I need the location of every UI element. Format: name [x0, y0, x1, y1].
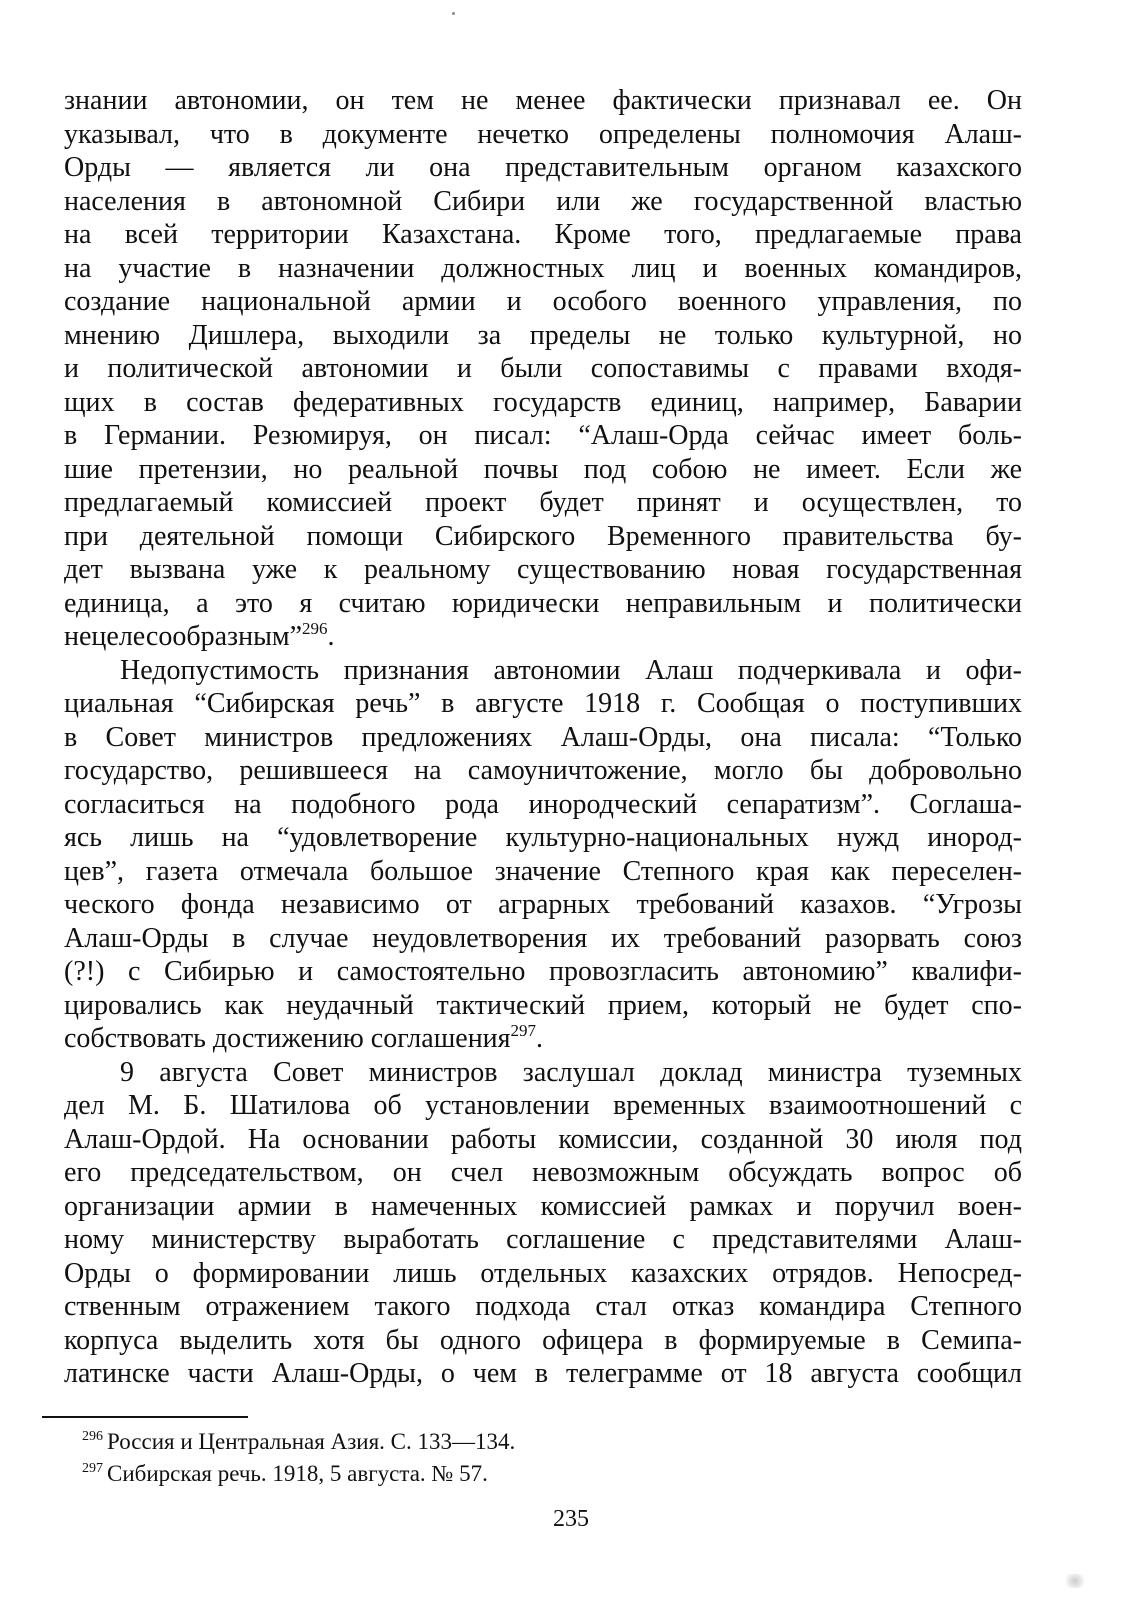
footnotes	[82, 1426, 982, 1490]
text-line	[64, 788, 1022, 822]
footnote-296	[82, 1426, 982, 1458]
line-text: населения в автономной Сибири или же государственной властью	[64, 185, 1022, 217]
line-text: щих в состав федеративных государств единиц, например, Баварии	[64, 386, 1022, 418]
line-text: предлагаемый комиссией проект будет принят и осуществлен, то	[64, 487, 1022, 518]
line-text: корпуса выделить хотя бы одного офицера в формируемые в Семипа-	[64, 1324, 1022, 1356]
line-text: создание национальной армии и особого военного управления, по	[64, 286, 1022, 317]
footnote-separator	[42, 1416, 248, 1418]
body-text	[64, 84, 1022, 1391]
text-line	[64, 1123, 1022, 1157]
text-line	[64, 419, 1022, 453]
text-line	[64, 252, 1022, 286]
page-number: 235	[553, 1506, 589, 1532]
text-line	[64, 218, 1022, 252]
scan-artifact-dot	[452, 12, 455, 15]
line-tail: .	[327, 621, 335, 652]
text-line	[64, 620, 1022, 654]
text-line	[64, 654, 1022, 688]
line-text: 9 августа Совет министров заслушал доклад министра туземных	[120, 1056, 1022, 1088]
text-line	[64, 319, 1022, 353]
text-line	[64, 1190, 1022, 1224]
line-text: и политической автономии и были сопоставимы с правами входя-	[64, 353, 1022, 384]
line-text: цировались как неудачный тактический прием, который не будет спо-	[64, 989, 1022, 1021]
footnote-number: 296	[82, 1429, 103, 1444]
text-line	[64, 721, 1022, 755]
text-line	[64, 1257, 1022, 1291]
footnote-text: Сибирская речь. 1918, 5 августа. № 57.	[107, 1461, 488, 1486]
footnote-text: Россия и Центральная Азия. С. 133—134.	[107, 1429, 516, 1454]
line-text: ственным отражением такого подхода стал отказ командира Степного	[64, 1291, 1022, 1322]
line-text: Орды — является ли она представительным органом казахского	[64, 152, 1022, 183]
line-text: циальная “Сибирская речь” в августе 1918 г. Сообщая о поступивших	[64, 688, 1022, 719]
text-line	[64, 1324, 1022, 1358]
line-text: собствовать достижению соглашения	[64, 1023, 511, 1054]
line-text: на участие в назначении должностных лиц и военных командиров,	[64, 252, 1022, 284]
footnote-297	[82, 1458, 982, 1490]
text-line	[64, 955, 1022, 989]
line-text: Алаш-Ордой. На основании работы комиссии, созданной 30 июля под	[64, 1123, 1022, 1155]
line-text: при деятельной помощи Сибирского Временного правительства бу-	[64, 520, 1022, 552]
line-text: в Германии. Резюмируя, он писал: “Алаш-Орда сейчас имеет боль-	[64, 420, 1022, 451]
line-text: (?!) с Сибирью и самостоятельно провозгласить автономию” квалифи-	[64, 956, 1022, 987]
text-line	[64, 821, 1022, 855]
text-line	[64, 520, 1022, 554]
text-line	[64, 151, 1022, 185]
text-line	[64, 1156, 1022, 1190]
text-line	[64, 84, 1022, 118]
line-text: ясь лишь на “удовлетворение культурно-национальных нужд инород-	[64, 822, 1022, 853]
footnote-number: 297	[82, 1461, 103, 1476]
text-line	[64, 1056, 1022, 1090]
text-line	[64, 118, 1022, 152]
line-text: согласиться на подобного рода инородческий сепаратизм”. Соглаша-	[64, 788, 1022, 820]
text-line	[64, 1357, 1022, 1391]
line-text: Орды о формировании лишь отдельных казахских отрядов. Непосред-	[64, 1257, 1022, 1289]
line-text: шие претензии, но реальной почвы под собою не имеет. Если же	[64, 453, 1022, 485]
text-line	[64, 185, 1022, 219]
text-line	[64, 386, 1022, 420]
text-line	[64, 754, 1022, 788]
text-line	[64, 1089, 1022, 1123]
line-text: нецелесообразным”	[64, 621, 303, 652]
line-text: ному министерству выработать соглашение с представителями Алаш-	[64, 1224, 1022, 1255]
line-text: дел М. Б. Шатилова об установлении временных взаимоотношений с	[64, 1090, 1022, 1121]
text-line	[64, 453, 1022, 487]
text-line	[64, 922, 1022, 956]
text-line	[64, 687, 1022, 721]
text-line	[64, 285, 1022, 319]
text-line	[64, 1022, 1022, 1056]
line-text: знании автономии, он тем не менее фактически признавал ее. Он	[64, 85, 1022, 116]
line-text: в Совет министров предложениях Алаш-Орды, она писала: “Только	[64, 721, 1022, 753]
line-tail: .	[536, 1023, 544, 1054]
line-text: организации армии в намеченных комиссией рамках и поручил воен-	[64, 1190, 1022, 1222]
text-line	[64, 486, 1022, 520]
line-text: Алаш-Орды в случае неудовлетворения их требований разорвать союз	[64, 922, 1022, 954]
text-line	[64, 989, 1022, 1023]
line-text: цев”, газета отмечала большое значение Степного края как переселен-	[64, 855, 1022, 887]
line-text: единица, а это я считаю юридически неправильным и политически	[64, 587, 1022, 619]
scan-artifact-speck	[1062, 1574, 1088, 1588]
line-text: Недопустимость признания автономии Алаш подчеркивала и офи-	[120, 654, 1022, 686]
footnote-reference[interactable]: 296	[302, 620, 328, 638]
line-text: дет вызвана уже к реальному существованию новая государственная	[64, 554, 1022, 585]
text-line	[64, 855, 1022, 889]
line-text: на всей территории Казахстана. Кроме того, предлагаемые права	[64, 219, 1022, 250]
line-text: государство, решившееся на самоуничтожение, могло бы добровольно	[64, 755, 1022, 786]
text-line	[64, 1223, 1022, 1257]
line-text: его председательством, он счел невозможным обсуждать вопрос об	[64, 1157, 1022, 1188]
line-text: ческого фонда независимо от аграрных требований казахов. “Угрозы	[64, 889, 1022, 920]
line-text: латинске части Алаш-Орды, о чем в телеграмме от 18 августа сообщил	[64, 1358, 1022, 1389]
text-line	[64, 587, 1022, 621]
footnote-reference[interactable]: 297	[510, 1022, 537, 1040]
line-text: мнению Дишлера, выходили за пределы не только культурной, но	[64, 319, 1022, 351]
line-text: указывал, что в документе нечетко определены полномочия Алаш-	[64, 118, 1022, 150]
text-line	[64, 888, 1022, 922]
text-line	[64, 553, 1022, 587]
text-line	[64, 352, 1022, 386]
text-line	[64, 1290, 1022, 1324]
